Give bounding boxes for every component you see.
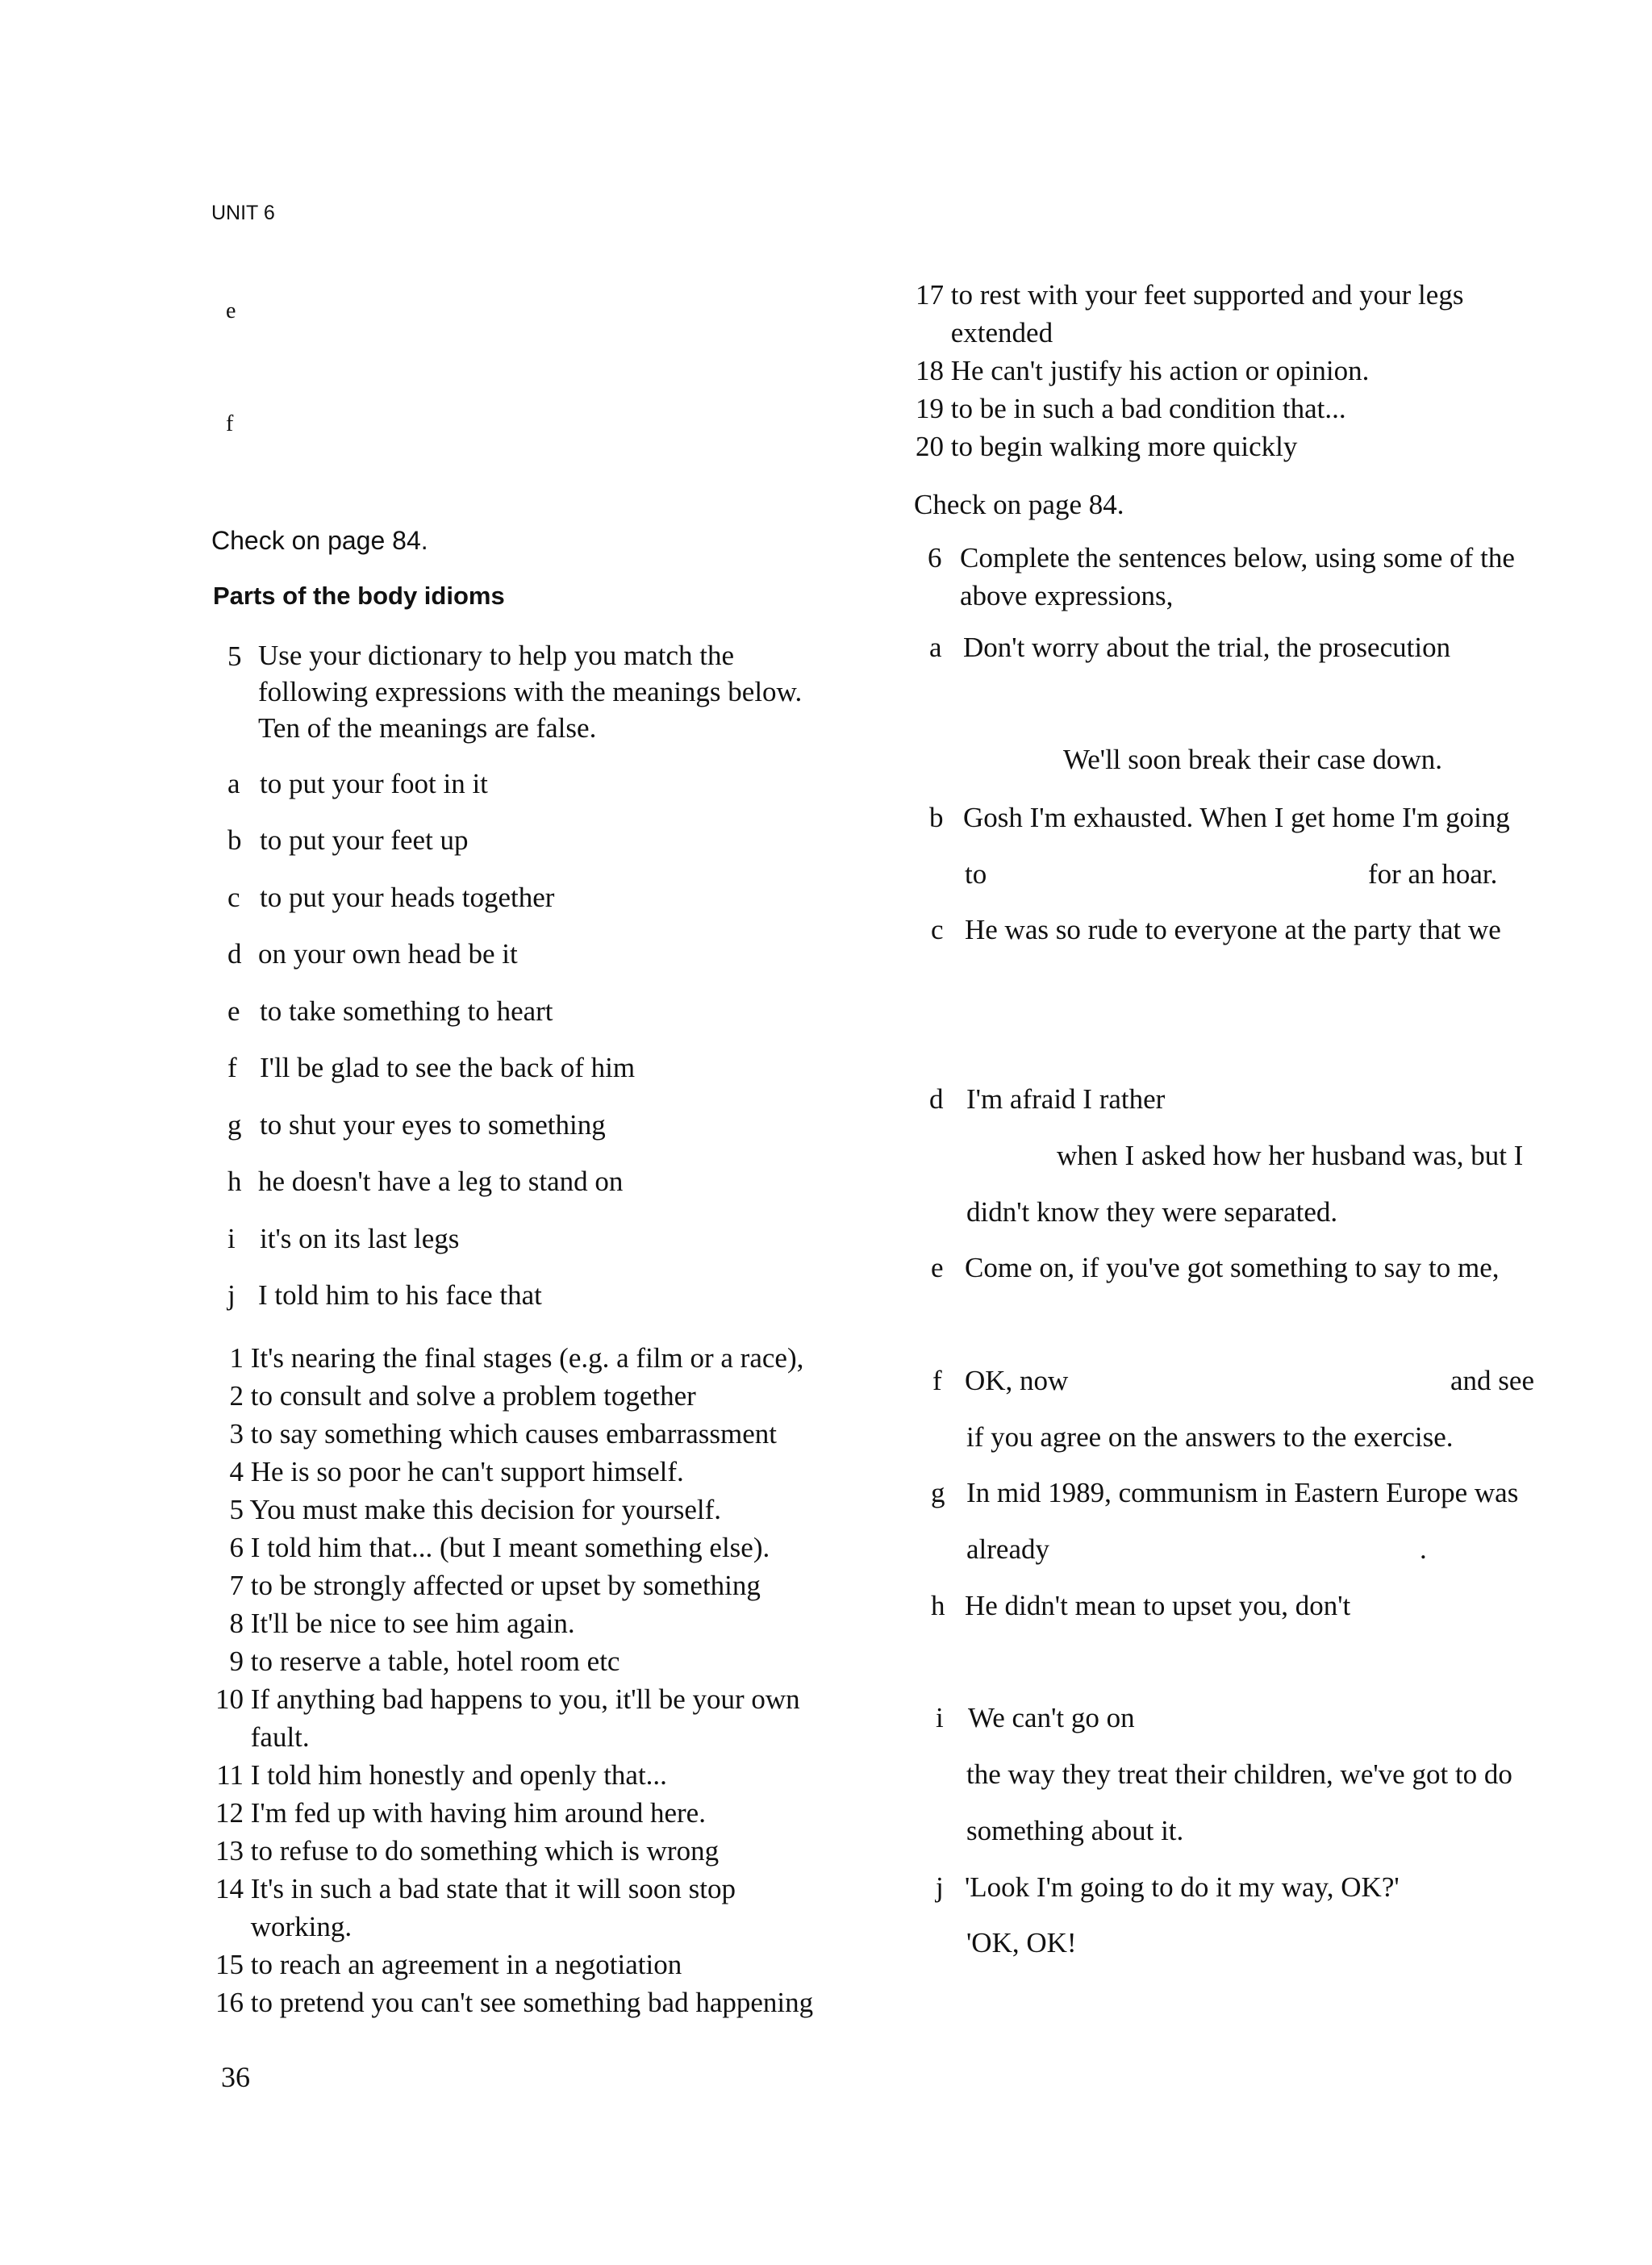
meaning-item: 9 to reserve a table, hotel room etc <box>229 1646 620 1677</box>
sentence-letter: h <box>931 1590 945 1621</box>
sentence-g-line1: In mid 1989, communism in Eastern Europe was <box>966 1477 1519 1508</box>
expression-item: j I told him to his face that <box>227 1279 542 1311</box>
meaning-item: 1 It's nearing the final stages (e.g. a film or a race), <box>229 1342 804 1374</box>
expression-item: d on your own head be it <box>227 938 518 970</box>
meaning-item: 10 If anything bad happens to you, it'll be your own <box>215 1683 800 1715</box>
meaning-item: 14 It's in such a bad state that it will soon stop <box>215 1873 736 1904</box>
meaning-item: 7 to be strongly affected or upset by something <box>229 1570 761 1601</box>
sentence-letter: j <box>936 1871 944 1903</box>
section-title: Parts of the body idioms <box>213 582 505 610</box>
meaning-item: 2 to consult and solve a problem together <box>229 1380 696 1412</box>
sentence-f-line2: if you agree on the answers to the exercise. <box>966 1421 1454 1453</box>
meanings-list-right <box>912 276 1463 465</box>
meaning-item: 6 I told him that... (but I meant something else). <box>229 1532 770 1563</box>
expression-item: a to put your foot in it <box>227 768 488 799</box>
meaning-item: 4 He is so poor he can't support himself. <box>229 1456 684 1487</box>
meanings-list-left <box>211 1339 813 2021</box>
sentence-a-line2: We'll soon break their case down. <box>1063 744 1443 775</box>
expression-item: b to put your feet up <box>227 824 469 856</box>
sentence-e-line1: Come on, if you've got something to say to me, <box>965 1252 1500 1283</box>
sentence-b-line1: Gosh I'm exhausted. When I get home I'm going <box>963 802 1510 833</box>
sentence-g-line2-start: already <box>966 1533 1049 1565</box>
meaning-item: 8 It'll be nice to see him again. <box>229 1608 575 1639</box>
sentence-i-line1: We can't go on <box>968 1702 1135 1733</box>
sentence-letter: f <box>932 1365 942 1396</box>
meaning-item: 15 to reach an agreement in a negotiation <box>215 1949 682 1980</box>
sentence-j-line1: 'Look I'm going to do it my way, OK?' <box>965 1871 1400 1903</box>
sentence-h-line1: He didn't mean to upset you, don't <box>965 1590 1351 1621</box>
sentence-i-line2: the way they treat their children, we've got to do <box>966 1758 1512 1790</box>
sentence-f-line1-end: and see <box>1450 1365 1534 1396</box>
check-note-right: Check on page 84. <box>914 489 1124 520</box>
exercise-6-number: 6 <box>928 542 942 574</box>
stray-letter-e: e <box>226 298 236 323</box>
meaning-item-continuation: fault. <box>250 1721 310 1753</box>
page-number: 36 <box>221 2061 250 2093</box>
sentence-letter: e <box>931 1252 944 1283</box>
sentence-letter: a <box>929 632 942 663</box>
meaning-item: 16 to pretend you can't see something bad happening <box>215 1987 814 2018</box>
meaning-item: 5 You must make this decision for yourself. <box>229 1494 722 1525</box>
sentence-letter: i <box>936 1702 944 1733</box>
expression-item: c to put your heads together <box>227 882 555 913</box>
exercise-6-instruction: Complete the sentences below, using some of the above expressions, <box>960 542 1515 611</box>
sentence-g-line2-end: . <box>1420 1533 1427 1565</box>
sentence-i-line3: something about it. <box>966 1815 1184 1846</box>
sentence-c-line1: He was so rude to everyone at the party that we <box>965 914 1501 945</box>
meaning-item: 19 to be in such a bad condition that... <box>916 393 1346 424</box>
meaning-item: 12 I'm fed up with having him around here. <box>215 1797 706 1829</box>
meaning-item: 20 to begin walking more quickly <box>916 431 1298 462</box>
meaning-item: 13 to refuse to do something which is wrong <box>215 1835 720 1867</box>
sentence-j-line2: 'OK, OK! <box>966 1927 1077 1958</box>
sentence-d-line2: when I asked how her husband was, but I <box>1057 1140 1524 1171</box>
expression-item: i it's on its last legs <box>227 1223 460 1254</box>
sentence-d-line3: didn't know they were separated. <box>966 1196 1338 1228</box>
expression-item: h he doesn't have a leg to stand on <box>227 1166 624 1197</box>
meaning-item: 3 to say something which causes embarrassment <box>229 1418 777 1450</box>
stray-letter-f: f <box>226 411 234 436</box>
sentence-letter: b <box>929 802 944 833</box>
sentence-letter: c <box>931 914 944 945</box>
meaning-item: 17 to rest with your feet supported and your legs <box>916 279 1464 311</box>
expression-item: g to shut your eyes to something <box>227 1109 606 1141</box>
sentence-b-line2-start: to <box>965 858 987 890</box>
expression-item: f I'll be glad to see the back of him <box>227 1052 636 1083</box>
unit-header: UNIT 6 <box>211 202 275 224</box>
check-note-left: Check on page 84. <box>211 526 428 555</box>
meaning-item-continuation: working. <box>250 1911 353 1942</box>
sentence-a-line1: Don't worry about the trial, the prosecution <box>963 632 1451 663</box>
sentence-f-line1-start: OK, now <box>965 1365 1069 1396</box>
sentence-d-line1: I'm afraid I rather <box>966 1083 1166 1115</box>
exercise-5-instruction: Use your dictionary to help you match the following expressions with the meanings below. Ten of the meanings are false. <box>258 640 803 744</box>
exercise-5-number: 5 <box>227 640 242 672</box>
meaning-item: 11 I told him honestly and openly that... <box>216 1759 667 1791</box>
expression-item: e to take something to heart <box>227 995 553 1027</box>
meaning-item-continuation: extended <box>950 317 1053 348</box>
sentence-letter: d <box>929 1083 944 1115</box>
sentence-letter: g <box>931 1477 945 1508</box>
sentence-b-line2-end: for an hoar. <box>1368 858 1498 890</box>
meaning-item: 18 He can't justify his action or opinion. <box>916 355 1370 386</box>
